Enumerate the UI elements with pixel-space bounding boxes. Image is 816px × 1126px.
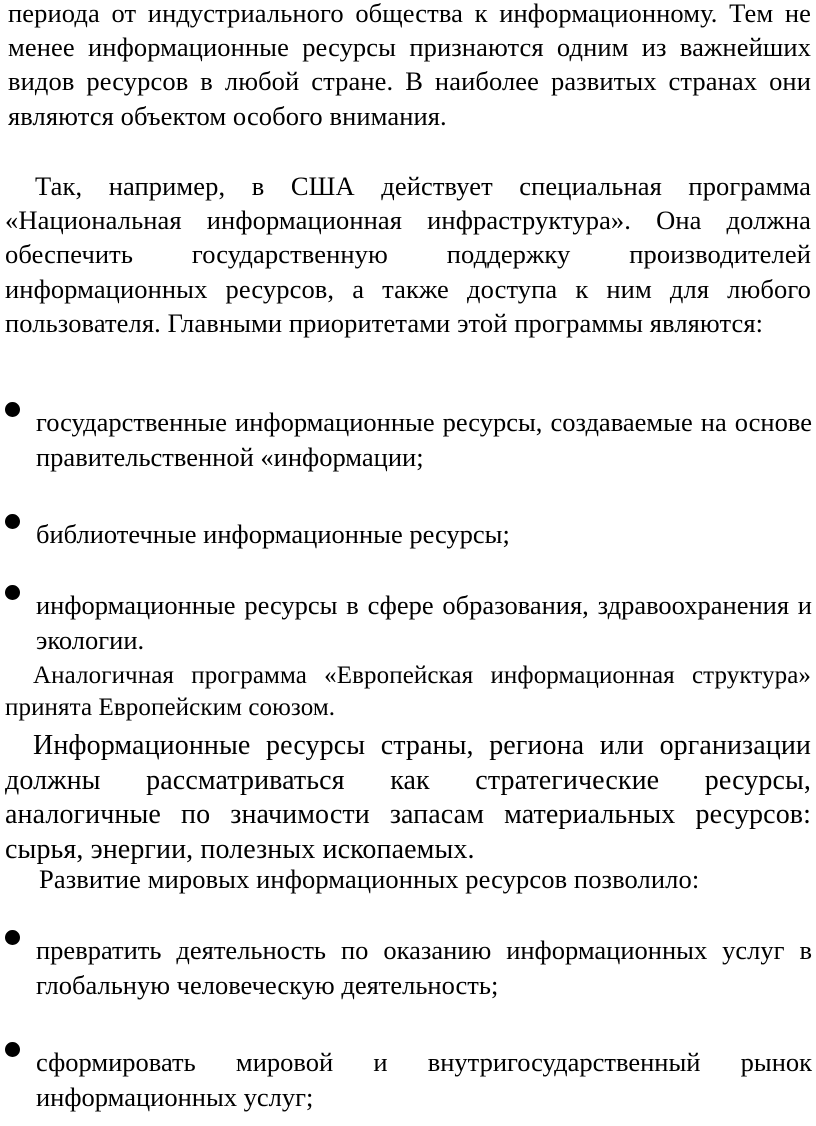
list-item-text: информационные ресурсы в сфере образования, здравоохранения и экологии. xyxy=(36,590,812,655)
bullet-icon xyxy=(5,585,20,600)
bullet-icon xyxy=(5,514,20,529)
paragraph-strategic-resources: Информационные ресурсы страны, региона или организации должны рассматриваться как стратегические ресурсы, аналогичные по значимости запасам материальных ресурсов: сырья, энергии, полезных ископаемых. xyxy=(5,730,811,865)
bullet-icon xyxy=(5,1042,20,1057)
paragraph-usa-program: Так, например, в США действует специальная программа «Национальная информационная инфраструктура». Она должна обеспечить государственную поддержку производителей информационных ресурсов, а также доступа к ним для любого пользователя. Главными приоритетами этой программы являются: xyxy=(5,171,811,338)
paragraph-intro xyxy=(8,0,811,133)
list-item-text: сформировать мировой и внутригосударственный рынок информационных услуг; xyxy=(36,1047,812,1112)
list-item-text: библиотечные информационные ресурсы; xyxy=(36,519,510,549)
paragraph-european-program: Аналогичная программа «Европейская информационная структура» принята Европейским союзом. xyxy=(5,662,811,721)
bullet-icon xyxy=(5,930,20,945)
paragraph-intro-text: периода от индустриального общества к информационному. Тем не менее информационные ресурсы признаются одним из важнейших видов ресурсов в любой стране. В наиболее развитых странах они являются объектом особого внимания. xyxy=(8,0,811,131)
list-item-text: государственные информационные ресурсы, создаваемые на основе правительственной «информации; xyxy=(36,407,812,472)
paragraph-development: Развитие мировых информационных ресурсов позволило: xyxy=(39,864,700,894)
list-item-text: превратить деятельность по оказанию информационных услуг в глобальную человеческую деятельность; xyxy=(36,935,812,1000)
bullet-icon xyxy=(5,402,20,417)
